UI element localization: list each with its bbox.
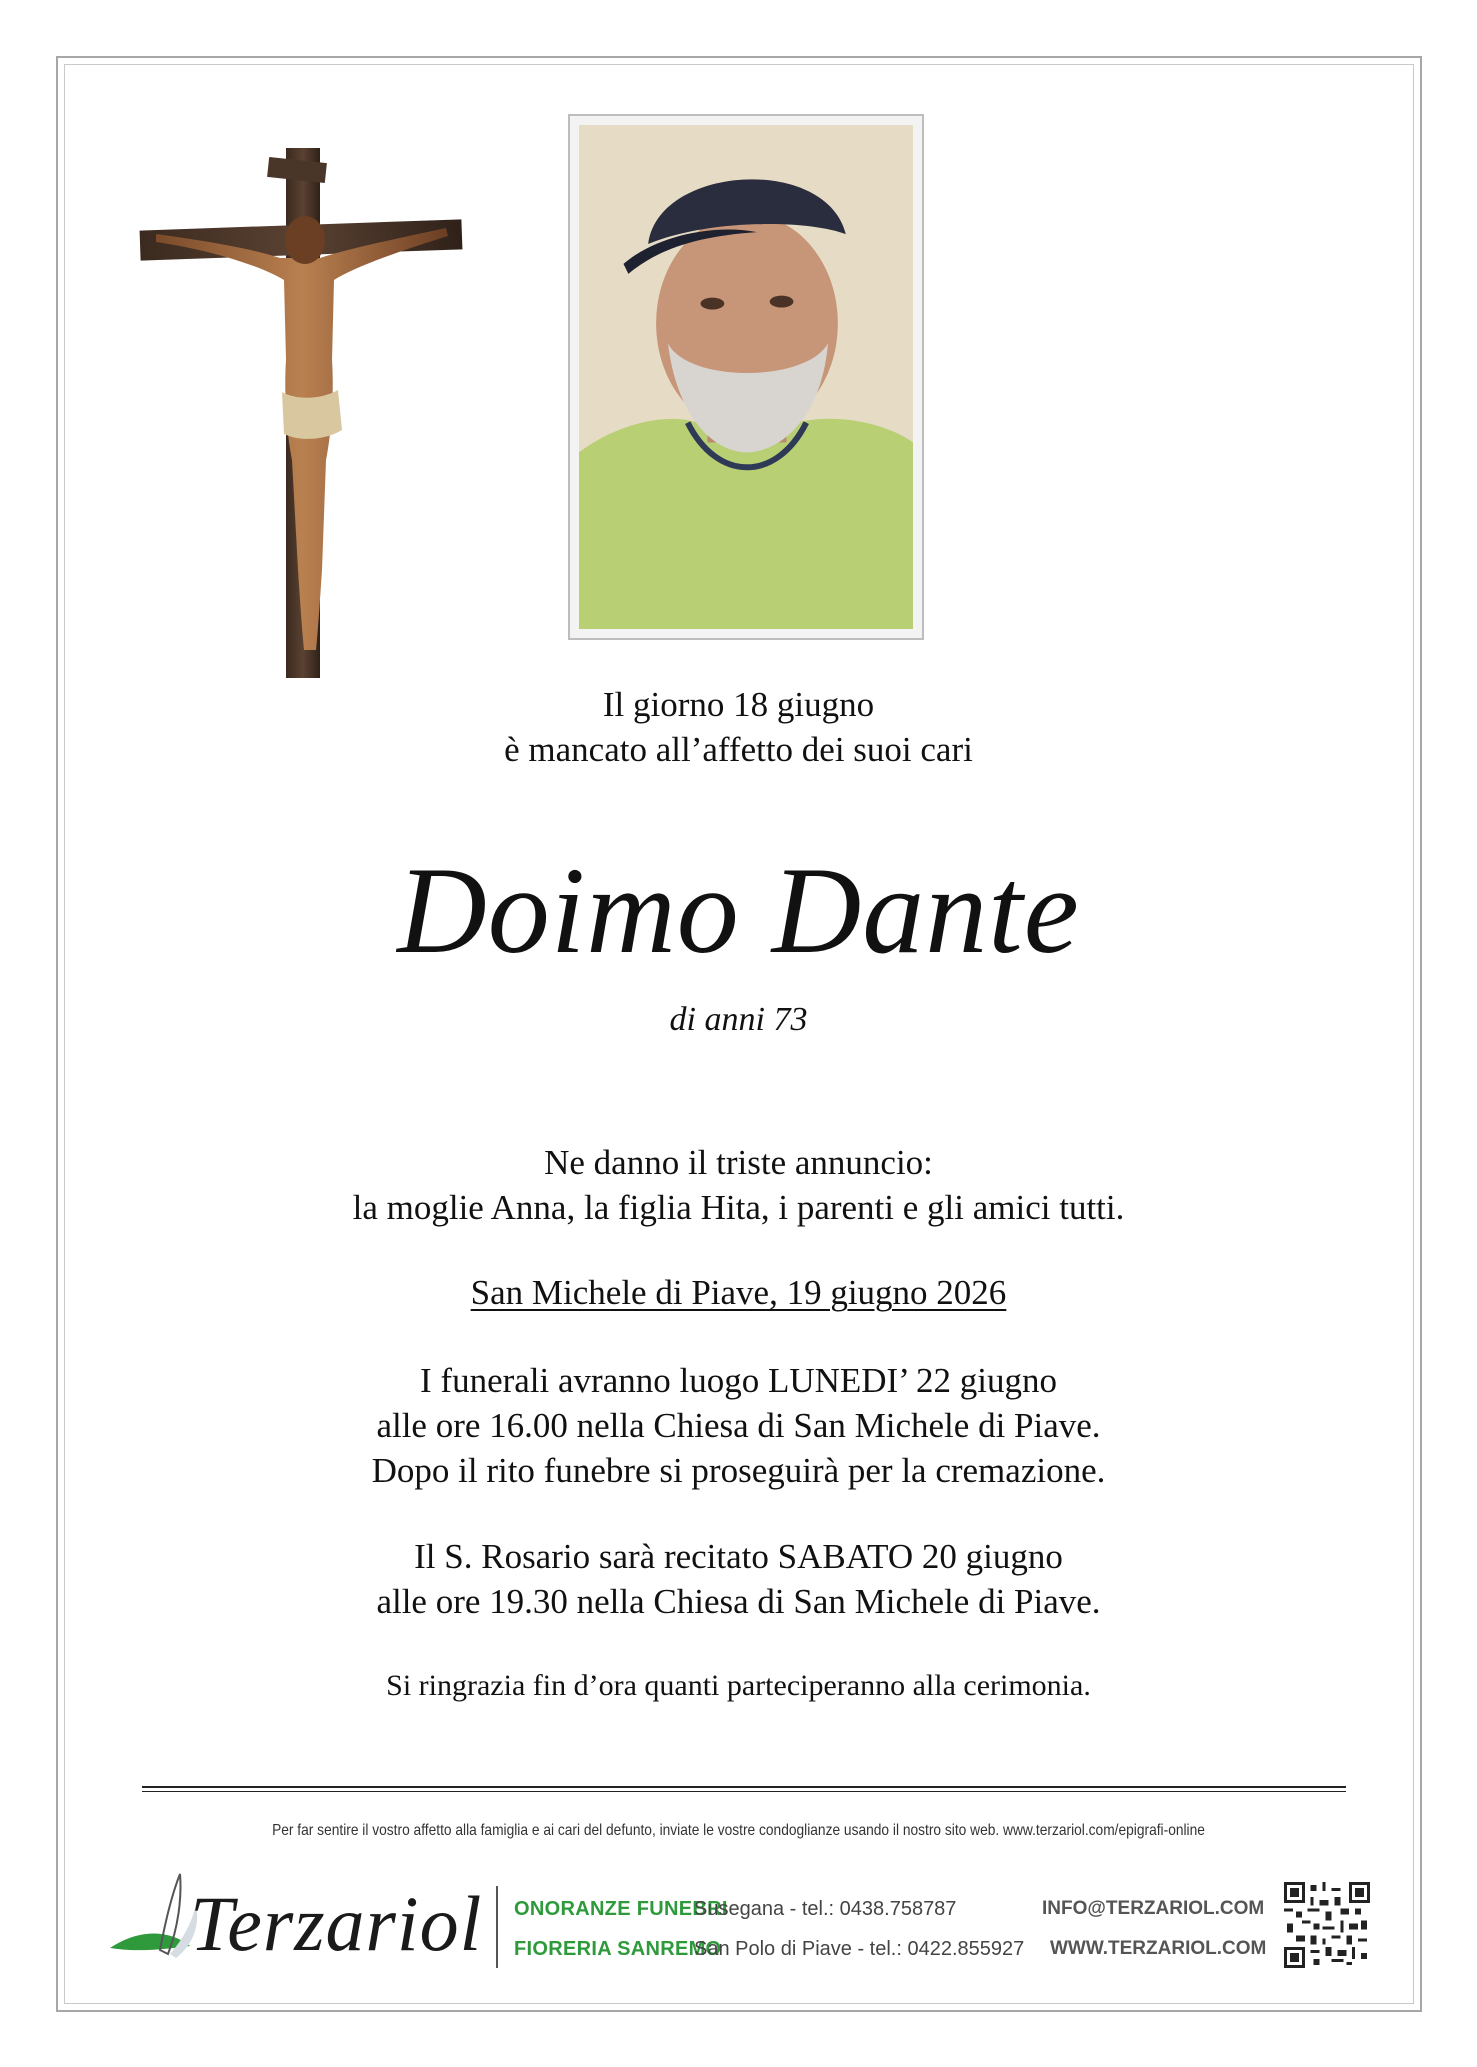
- intro-line-1: Il giorno 18 giugno: [602, 685, 875, 724]
- funeral-line-3: Dopo il rito funebre si proseguirà per la cremazione.: [371, 1451, 1106, 1490]
- announcement-text: [0, 1140, 1477, 1230]
- deceased-age: di anni 73: [669, 1001, 808, 1038]
- intro-line-2: è mancato all’affetto dei suoi cari: [504, 730, 973, 769]
- crucifix-icon: [120, 130, 480, 690]
- place-date: [0, 1270, 1477, 1315]
- deceased-name: Doimo Dante: [397, 842, 1080, 979]
- service-fioreria: FIORERIA SANREMO: [514, 1938, 722, 1960]
- portrait-photo: [568, 114, 924, 640]
- condolences-note: Per far sentire il vostro affetto alla famiglia e ai cari del defunto, inviate le vostre condoglianze usando il nostro sito web. www.terzariol.com/epigrafi-online: [272, 1822, 1205, 1839]
- website-link[interactable]: WWW.TERZARIOL.COM: [1050, 1938, 1267, 1959]
- footer-separator: [496, 1886, 498, 1968]
- funeral-info: [0, 1358, 1477, 1493]
- thanks-text: Si ringrazia fin d’ora quanti parteciperanno alla cerimonia.: [386, 1669, 1091, 1702]
- rosary-line-1: Il S. Rosario sarà recitato SABATO 20 giugno: [414, 1537, 1063, 1576]
- funeral-line-1: I funerali avranno luogo LUNEDI’ 22 giugno: [420, 1361, 1057, 1400]
- funeral-line-2: alle ore 16.00 nella Chiesa di San Michele di Piave.: [376, 1406, 1101, 1445]
- rosary-line-2: alle ore 19.30 nella Chiesa di San Michele di Piave.: [376, 1582, 1101, 1621]
- qr-code-icon[interactable]: [1284, 1882, 1370, 1968]
- email-link[interactable]: INFO@TERZARIOL.COM: [1042, 1898, 1265, 1919]
- announcement-line-2: la moglie Anna, la figlia Hita, i parenti e gli amici tutti.: [352, 1188, 1125, 1227]
- portrait-image: [579, 125, 913, 629]
- contact-san-polo: San Polo di Piave - tel.: 0422.855927: [694, 1938, 1025, 1960]
- announcement-line-1: Ne danno il triste annuncio:: [544, 1143, 933, 1182]
- footer-divider: [142, 1786, 1346, 1788]
- rosary-info: [0, 1534, 1477, 1624]
- logo-text: Terzariol: [190, 1880, 483, 1967]
- place-date-text: San Michele di Piave, 19 giugno 2026: [470, 1273, 1007, 1312]
- intro-text: [0, 682, 1477, 772]
- service-onoranze: ONORANZE FUNEBRI: [514, 1898, 728, 1920]
- footer-divider-thin: [142, 1791, 1346, 1792]
- contact-susegana: Susegana - tel.: 0438.758787: [694, 1898, 957, 1920]
